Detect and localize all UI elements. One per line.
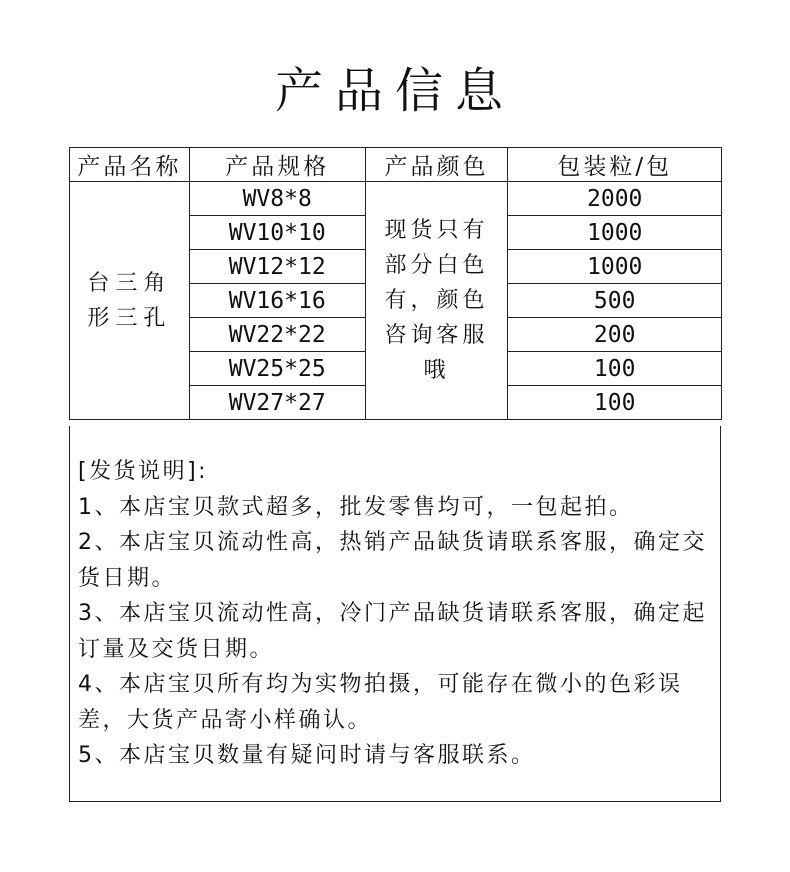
qty-cell: 2000 [508, 182, 722, 216]
spec-cell: WV22*22 [189, 318, 365, 352]
spec-cell: WV16*16 [189, 284, 365, 318]
header-spec: 产品规格 [189, 148, 365, 182]
color-note-cell: 现货只有部分白色有，颜色咨询客服哦 [365, 182, 508, 420]
note-line: 2、本店宝贝流动性高，热销产品缺货请联系客服，确定交货日期。 [78, 530, 707, 591]
shipping-notes [69, 426, 721, 802]
note-line: 3、本店宝贝流动性高，冷门产品缺货请联系客服，确定起订量及交货日期。 [78, 601, 707, 662]
notes-heading: [发货说明]: [78, 459, 209, 484]
header-color: 产品颜色 [365, 148, 508, 182]
page-title: 产品信息 [274, 63, 515, 119]
table-header-row [70, 148, 722, 182]
header-qty: 包装粒/包 [508, 148, 722, 182]
spec-cell: WV12*12 [189, 250, 365, 284]
note-line: 5、本店宝贝数量有疑问时请与客服联系。 [78, 743, 536, 768]
qty-cell: 1000 [508, 216, 722, 250]
header-name: 产品名称 [70, 148, 190, 182]
note-line: 1、本店宝贝款式超多，批发零售均可，一包起拍。 [78, 494, 634, 520]
table-row [70, 182, 722, 216]
spec-cell: WV27*27 [189, 386, 365, 420]
spec-cell: WV8*8 [189, 182, 365, 216]
note-line: 4、本店宝贝所有均为实物拍摄，可能存在微小的色彩误差，大货产品寄小样确认。 [78, 672, 683, 733]
qty-cell: 100 [508, 352, 722, 386]
product-table [69, 147, 722, 420]
qty-cell: 1000 [508, 250, 722, 284]
spec-cell: WV25*25 [189, 352, 365, 386]
qty-cell: 500 [508, 284, 722, 318]
spec-cell: WV10*10 [189, 216, 365, 250]
qty-cell: 100 [508, 386, 722, 420]
qty-cell: 200 [508, 318, 722, 352]
product-name-cell: 台三角形三孔 [70, 182, 190, 420]
